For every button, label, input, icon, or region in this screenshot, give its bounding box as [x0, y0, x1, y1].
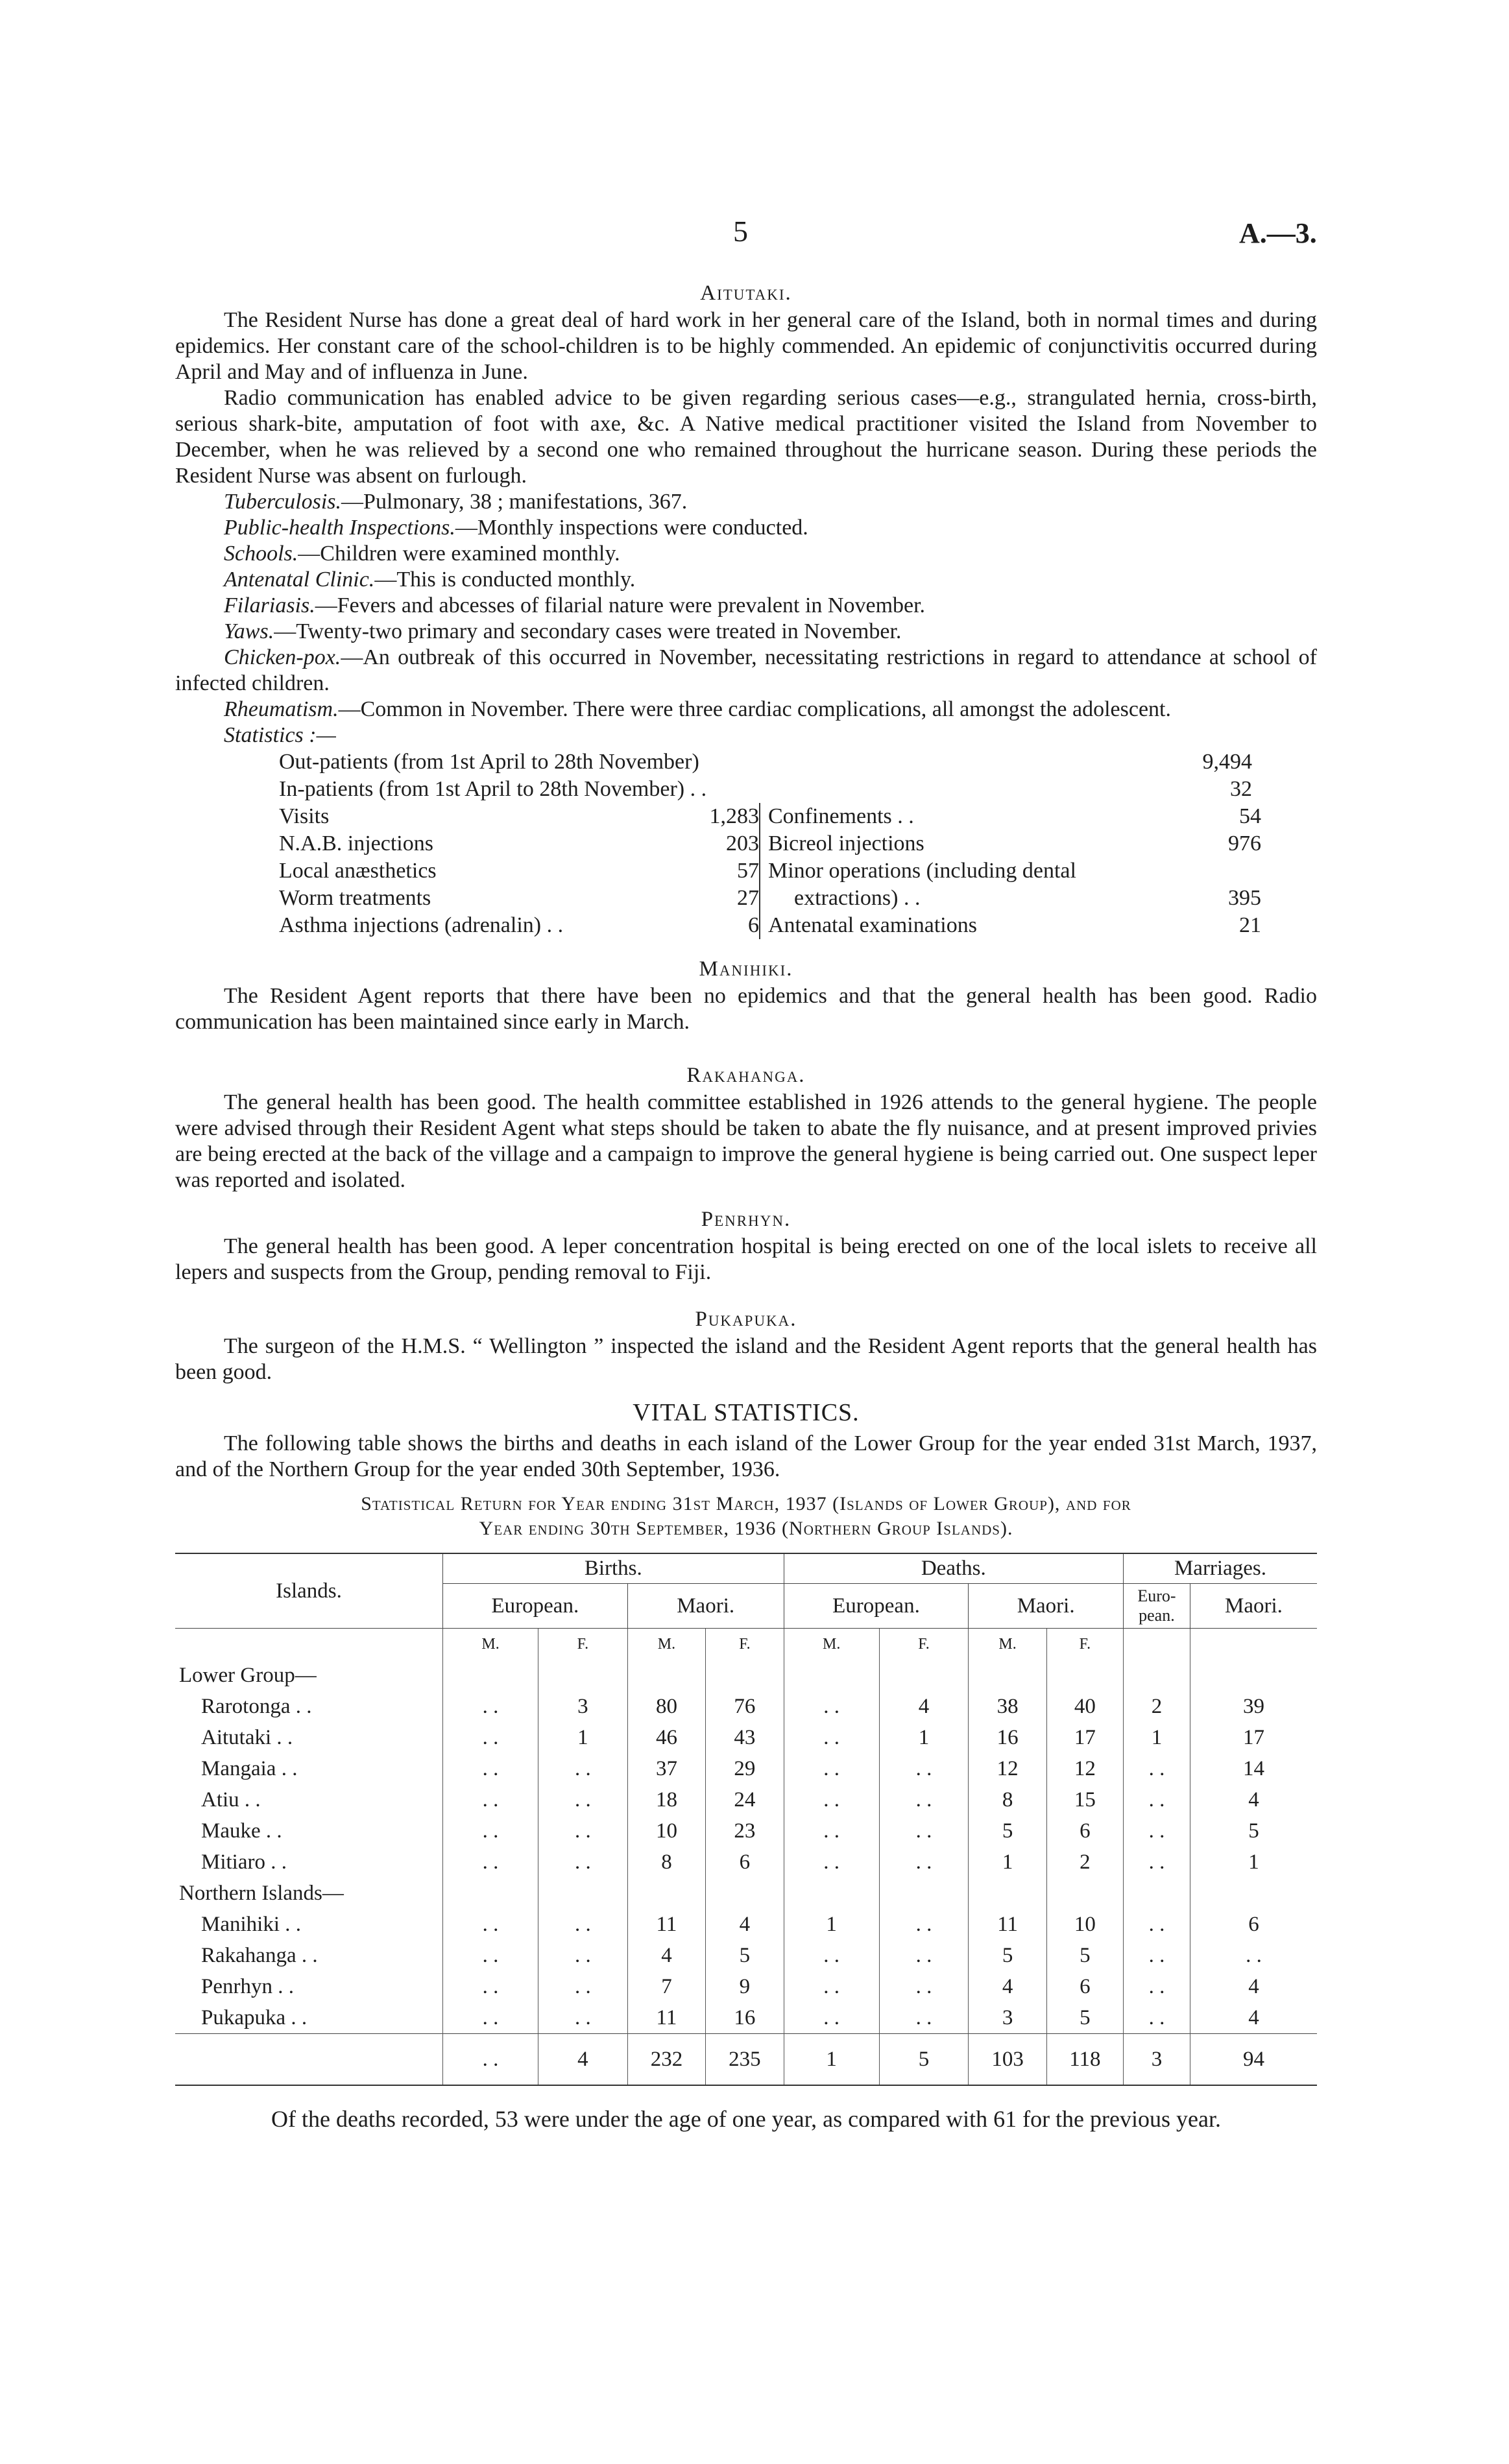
statistic-value: 6 [748, 913, 759, 937]
empty-cell [627, 1878, 705, 1909]
statistic-leader [977, 912, 1196, 939]
table-cell: 15 [1046, 1784, 1123, 1815]
statistic-leader [329, 803, 688, 830]
empty-cell [1190, 1660, 1317, 1691]
empty-cell [706, 1660, 784, 1691]
empty-cell [969, 1660, 1046, 1691]
group-row [175, 1878, 1317, 1909]
empty-cell [538, 1660, 628, 1691]
col-header-marriages: Marriages. [1123, 1553, 1317, 1584]
statistic-row [279, 803, 759, 830]
table-cell: . . [443, 1722, 538, 1753]
table-cell: 4 [1190, 1784, 1317, 1815]
empty-cell [1190, 1878, 1317, 1909]
table-cell: 6 [1190, 1909, 1317, 1940]
table-row [175, 1784, 1317, 1815]
statistics-lines [279, 748, 1252, 803]
table-cell: . . [879, 1940, 969, 1971]
total-cell: 1 [784, 2034, 879, 2086]
statistic-value: 1,283 [709, 804, 759, 828]
table-cell: . . [1123, 1815, 1190, 1847]
table-cell: 8 [627, 1847, 705, 1878]
sex-header-f: F. [879, 1629, 969, 1660]
table-cell: . . [1123, 1971, 1190, 2002]
island-name: Mauke . . [201, 1819, 282, 1843]
total-cell: 103 [969, 2034, 1046, 2086]
table-cell: . . [1190, 1940, 1317, 1971]
table-cell: 5 [969, 1940, 1046, 1971]
empty-cell [1123, 1660, 1190, 1691]
statistic-row [768, 912, 1261, 939]
page-header [0, 214, 1509, 259]
table-cell: . . [1123, 1784, 1190, 1815]
statistics-columns [279, 803, 1261, 939]
aitutaki-item-label: Rheumatism. [224, 697, 339, 721]
table-cell: . . [879, 1971, 969, 2002]
statistic-label: Minor operations (including dental [768, 859, 1076, 883]
table-row [175, 1753, 1317, 1784]
table-cell: 9 [706, 1971, 784, 2002]
table-cell: . . [443, 1784, 538, 1815]
table-cell: 4 [1190, 1971, 1317, 2002]
table-cell: 8 [969, 1784, 1046, 1815]
table-cell: 2 [1123, 1691, 1190, 1722]
table-row [175, 1847, 1317, 1878]
table-cell: 14 [1190, 1753, 1317, 1784]
col-header-deaths: Deaths. [784, 1553, 1123, 1584]
statistic-value: 21 [1239, 913, 1261, 937]
table-row [175, 1909, 1317, 1940]
table-cell: 5 [1046, 1940, 1123, 1971]
table-cell: . . [784, 1847, 879, 1878]
table-row [175, 1722, 1317, 1753]
table-cell: 4 [706, 1909, 784, 1940]
vital-statistics-title: VITAL STATISTICS. [633, 1399, 860, 1426]
statistic-row [768, 857, 1261, 885]
total-cell: . . [443, 2034, 538, 2086]
table-cell: . . [538, 1784, 628, 1815]
table-caption-line-1: Statistical Return for Year ending 31st March, 1937 (Islands of Lower Group), and for [361, 1493, 1131, 1514]
empty-cell [784, 1878, 879, 1909]
statistic-leader [914, 803, 1196, 830]
statistic-leader [563, 912, 688, 939]
table-cell: 37 [627, 1753, 705, 1784]
statistic-value [1196, 857, 1261, 885]
empty-cell [879, 1660, 969, 1691]
empty-cell [784, 1660, 879, 1691]
aitutaki-item [175, 489, 1317, 515]
table-row [175, 1691, 1317, 1722]
totals-row [175, 2034, 1317, 2086]
statistic-row [279, 748, 1252, 776]
table-cell: 2 [1046, 1847, 1123, 1878]
island-name: Aitutaki . . [201, 1726, 293, 1749]
island-name: Manihiki . . [201, 1913, 301, 1936]
table-cell: 17 [1190, 1722, 1317, 1753]
sex-header-blank [1190, 1629, 1317, 1660]
sex-header-m: M. [784, 1629, 879, 1660]
island-name: Mitiaro . . [201, 1850, 287, 1874]
aitutaki-paragraph-1: The Resident Nurse has done a great deal of hard work in her general care of the Island, both in normal times and during epidemics. Her constant care of the school-children is to be highly commended. An epidemic of conjunctivitis occurred during April and May and of influenza in June. [175, 308, 1317, 384]
empty-cell [627, 1660, 705, 1691]
aitutaki-items [175, 489, 1317, 723]
statistic-row [279, 776, 1252, 803]
table-cell: 1 [538, 1722, 628, 1753]
table-cell: . . [1123, 2002, 1190, 2034]
table-cell: . . [879, 1909, 969, 1940]
col-header-marriages-maori: Maori. [1190, 1584, 1317, 1629]
statistic-label: Asthma injections (adrenalin) . . [279, 913, 564, 937]
empty-cell [969, 1878, 1046, 1909]
table-cell: . . [784, 1815, 879, 1847]
table-cell: . . [538, 1847, 628, 1878]
aitutaki-item-label: Chicken-pox. [224, 645, 341, 669]
table-cell: . . [443, 1691, 538, 1722]
empty-cell [443, 1660, 538, 1691]
aitutaki-item [175, 541, 1317, 567]
table-cell: 12 [1046, 1753, 1123, 1784]
section-title-aitutaki: Aitutaki. [700, 281, 792, 305]
aitutaki-item-label: Public-health Inspections. [224, 516, 455, 540]
statistic-label: Confinements . . [768, 804, 914, 828]
statistic-row [279, 885, 759, 912]
aitutaki-item [175, 593, 1317, 619]
col-header-marriages-european: Euro-pean. [1123, 1584, 1190, 1629]
table-footnote: Of the deaths recorded, 53 were under the age of one year, as compared with 61 for the previous year. [271, 2106, 1221, 2132]
aitutaki-item [175, 619, 1317, 645]
aitutaki-item-text: —This is conducted monthly. [374, 568, 636, 592]
manihiki-paragraph: The Resident Agent reports that there have been no epidemics and that the general health has been good. Radio communication has been maintained since early in March. [175, 984, 1317, 1034]
table-cell: . . [1123, 1753, 1190, 1784]
table-cell: 11 [627, 2002, 705, 2034]
table-cell: . . [784, 1691, 879, 1722]
total-cell: 3 [1123, 2034, 1190, 2086]
section-title-penrhyn: Penrhyn. [701, 1208, 791, 1231]
sex-header-m: M. [969, 1629, 1046, 1660]
table-cell: . . [879, 1753, 969, 1784]
table-cell: 39 [1190, 1691, 1317, 1722]
table-cell: 40 [1046, 1691, 1123, 1722]
table-cell: 18 [627, 1784, 705, 1815]
table-cell: 4 [1190, 2002, 1317, 2034]
empty-cell [443, 1878, 538, 1909]
total-cell: 4 [538, 2034, 628, 2086]
totals-label [175, 2034, 443, 2086]
island-name: Rarotonga . . [201, 1695, 312, 1718]
section-title-manihiki: Manihiki. [699, 957, 793, 981]
vital-statistics-intro: The following table shows the births and deaths in each island of the Lower Group for the year ended 31st March, 1937, and of the Northern Group for the year ended 30th September, 1936. [175, 1431, 1317, 1481]
table-body [175, 1629, 1317, 2086]
aitutaki-item-label: Schools. [224, 542, 298, 566]
table-cell: . . [443, 1909, 538, 1940]
vital-statistics-table [175, 1553, 1317, 2086]
total-cell: 232 [627, 2034, 705, 2086]
statistic-label: N.A.B. injections [279, 831, 433, 855]
aitutaki-item-text: —An outbreak of this occurred in November, necessitating restrictions in regard to attendance at school of infected children. [175, 645, 1317, 695]
table-cell: 7 [627, 1971, 705, 2002]
table-cell: . . [443, 1847, 538, 1878]
sex-header-row [175, 1629, 1317, 1660]
table-cell: 10 [1046, 1909, 1123, 1940]
table-cell: . . [879, 2002, 969, 2034]
sex-header-m: M. [443, 1629, 538, 1660]
statistic-row [768, 830, 1261, 857]
statistic-leader [433, 830, 688, 857]
statistic-label: Bicreol injections [768, 831, 924, 855]
island-name: Pukapuka . . [201, 2006, 308, 2029]
statistic-value: 9,494 [1202, 750, 1252, 774]
island-name: Atiu . . [201, 1788, 261, 1812]
aitutaki-item-text: —Monthly inspections were conducted. [455, 516, 808, 540]
sex-header-f: F. [538, 1629, 628, 1660]
col-header-births: Births. [443, 1553, 784, 1584]
aitutaki-item-text: —Common in November. There were three cardiac complications, all amongst the adolescent. [338, 697, 1171, 721]
statistic-leader [437, 857, 688, 885]
table-cell: 1 [1190, 1847, 1317, 1878]
total-cell: 235 [706, 2034, 784, 2086]
table-cell: . . [879, 1784, 969, 1815]
statistic-label: extractions) . . [794, 886, 921, 910]
table-cell: . . [879, 1847, 969, 1878]
statistics-label: Statistics :— [224, 723, 336, 747]
table-cell: . . [443, 2002, 538, 2034]
table-row [175, 2002, 1317, 2034]
col-header-deaths-european: European. [784, 1584, 969, 1629]
empty-cell [879, 1878, 969, 1909]
statistic-label: Out-patients (from 1st April to 28th November) [279, 750, 699, 774]
table-cell: 76 [706, 1691, 784, 1722]
group-label: Lower Group— [179, 1664, 317, 1687]
total-cell: 118 [1046, 2034, 1123, 2086]
table-cell: 43 [706, 1722, 784, 1753]
table-cell: 4 [969, 1971, 1046, 2002]
table-cell: . . [443, 1753, 538, 1784]
empty-cell [1123, 1878, 1190, 1909]
table-cell: . . [443, 1815, 538, 1847]
table-cell: . . [538, 1940, 628, 1971]
table-caption [175, 1492, 1317, 1541]
aitutaki-item [175, 567, 1317, 593]
table-cell: 29 [706, 1753, 784, 1784]
statistic-leader [1076, 857, 1196, 885]
statistic-value: 54 [1239, 804, 1261, 828]
table-cell: 5 [969, 1815, 1046, 1847]
sex-header-m: M. [627, 1629, 705, 1660]
aitutaki-paragraph-2: Radio communication has enabled advice to be given regarding serious cases—e.g., strangulated hernia, cross-birth, serious shark-bite, amputation of foot with axe, &c. A Native medical practitioner visited the Island from November to December, when he was relieved by a second one who remained throughout the hurricane season. During these periods the Resident Nurse was absent on furlough. [175, 386, 1317, 488]
table-cell: . . [784, 1753, 879, 1784]
statistic-value: 32 [1230, 777, 1252, 801]
statistics-left-column [279, 803, 759, 939]
section-title-pukapuka: Pukapuka. [695, 1308, 797, 1331]
table-cell: . . [538, 1815, 628, 1847]
sex-header-blank [1123, 1629, 1190, 1660]
aitutaki-item [175, 697, 1317, 723]
statistic-value: 57 [737, 859, 759, 883]
table-cell: . . [1123, 1940, 1190, 1971]
aitutaki-item-text: —Twenty-two primary and secondary cases were treated in November. [274, 619, 902, 643]
statistic-leader [924, 830, 1196, 857]
statistic-label: Visits [279, 804, 330, 828]
empty-cell [1046, 1660, 1123, 1691]
table-cell: . . [784, 1784, 879, 1815]
table-cell: . . [1123, 1847, 1190, 1878]
table-cell: 16 [706, 2002, 784, 2034]
aitutaki-item-label: Tuberculosis. [224, 490, 342, 514]
statistic-label: Worm treatments [279, 886, 431, 910]
table-cell: 5 [1190, 1815, 1317, 1847]
statistic-row [279, 830, 759, 857]
statistic-label: Local anæsthetics [279, 859, 437, 883]
table-cell: . . [443, 1971, 538, 2002]
total-cell: 5 [879, 2034, 969, 2086]
table-row [175, 1971, 1317, 2002]
table-cell: . . [784, 1940, 879, 1971]
table-cell: . . [538, 2002, 628, 2034]
total-cell: 94 [1190, 2034, 1317, 2086]
table-cell: 24 [706, 1784, 784, 1815]
document-reference: A.—3. [1239, 217, 1317, 249]
statistic-leader [699, 748, 1161, 776]
table-cell: 6 [706, 1847, 784, 1878]
island-name: Penrhyn . . [201, 1975, 294, 1998]
statistic-label: Antenatal examinations [768, 913, 977, 937]
statistic-leader [431, 885, 688, 912]
statistic-label: In-patients (from 1st April to 28th November) . . [279, 777, 707, 801]
statistic-value: 395 [1228, 886, 1261, 910]
table-row [175, 1940, 1317, 1971]
table-cell: 6 [1046, 1971, 1123, 2002]
rakahanga-paragraph: The general health has been good. The health committee established in 1926 attends to the general hygiene. The people were advised through their Resident Agent what steps should be taken to abate the fly nuisance, and at present improved privies are being erected at the back of the village and a campaign to improve the general hygiene is being carried out. One suspect leper was reported and isolated. [175, 1090, 1317, 1192]
table-cell: 6 [1046, 1815, 1123, 1847]
table-caption-line-2: Year ending 30th September, 1936 (Northern Group Islands). [479, 1518, 1013, 1539]
sex-header-f: F. [706, 1629, 784, 1660]
table-cell: 46 [627, 1722, 705, 1753]
island-name: Mangaia . . [201, 1757, 298, 1780]
statistic-row [279, 857, 759, 885]
statistic-value: 27 [737, 886, 759, 910]
page-body [175, 279, 1317, 2133]
table-cell: 4 [879, 1691, 969, 1722]
table-cell: 4 [627, 1940, 705, 1971]
sex-header-f: F. [1046, 1629, 1123, 1660]
table-cell: 11 [627, 1909, 705, 1940]
table-cell: 1 [1123, 1722, 1190, 1753]
group-label: Northern Islands— [179, 1882, 344, 1905]
table-cell: . . [443, 1940, 538, 1971]
table-cell: 17 [1046, 1722, 1123, 1753]
aitutaki-item [175, 515, 1317, 541]
statistic-row [279, 912, 759, 939]
table-cell: 3 [538, 1691, 628, 1722]
statistic-row [768, 803, 1261, 830]
island-name: Rakahanga . . [201, 1944, 318, 1967]
table-cell: 80 [627, 1691, 705, 1722]
table-cell: 23 [706, 1815, 784, 1847]
statistic-value: 203 [726, 831, 759, 855]
page-number: 5 [733, 215, 748, 248]
table-cell: 10 [627, 1815, 705, 1847]
table-cell: 3 [969, 2002, 1046, 2034]
table-cell: 1 [784, 1909, 879, 1940]
statistic-row [768, 885, 1261, 912]
table-cell: 38 [969, 1691, 1046, 1722]
empty-cell [538, 1878, 628, 1909]
aitutaki-item-text: —Fevers and abcesses of filarial nature were prevalent in November. [315, 593, 926, 617]
statistic-value: 976 [1228, 831, 1261, 855]
group-row [175, 1660, 1317, 1691]
table-cell: 16 [969, 1722, 1046, 1753]
sex-header-blank [175, 1629, 443, 1660]
section-title-rakahanga: Rakahanga. [686, 1064, 806, 1087]
statistic-leader [921, 885, 1197, 912]
table-row [175, 1815, 1317, 1847]
pukapuka-paragraph: The surgeon of the H.M.S. “ Wellington ” inspected the island and the Resident Agent reports that the general health has been good. [175, 1334, 1317, 1384]
table-cell: 1 [879, 1722, 969, 1753]
table-cell: 5 [706, 1940, 784, 1971]
table-cell: 12 [969, 1753, 1046, 1784]
col-header-births-maori: Maori. [627, 1584, 784, 1629]
aitutaki-item-label: Yaws. [224, 619, 274, 643]
table-cell: 1 [969, 1847, 1046, 1878]
col-header-islands: Islands. [175, 1553, 443, 1629]
aitutaki-item-text: —Pulmonary, 38 ; manifestations, 367. [341, 490, 688, 514]
table-cell: . . [1123, 1909, 1190, 1940]
statistics-right-column [759, 803, 1261, 939]
empty-cell [1046, 1878, 1123, 1909]
empty-cell [706, 1878, 784, 1909]
table-cell: . . [784, 1971, 879, 2002]
table-cell: . . [538, 1971, 628, 2002]
table-cell: . . [784, 2002, 879, 2034]
table-cell: . . [784, 1722, 879, 1753]
aitutaki-item [175, 645, 1317, 697]
col-header-deaths-maori: Maori. [969, 1584, 1124, 1629]
table-cell: . . [538, 1753, 628, 1784]
col-header-births-european: European. [443, 1584, 628, 1629]
aitutaki-item-label: Filariasis. [224, 593, 315, 617]
table-cell: 11 [969, 1909, 1046, 1940]
aitutaki-item-text: —Children were examined monthly. [298, 542, 620, 566]
statistic-leader [706, 776, 1161, 803]
table-cell: . . [538, 1909, 628, 1940]
penrhyn-paragraph: The general health has been good. A leper concentration hospital is being erected on one of the local islets to receive all lepers and suspects from the Group, pending removal to Fiji. [175, 1234, 1317, 1284]
aitutaki-item-label: Antenatal Clinic. [224, 568, 375, 592]
table-cell: . . [879, 1815, 969, 1847]
table-cell: 5 [1046, 2002, 1123, 2034]
